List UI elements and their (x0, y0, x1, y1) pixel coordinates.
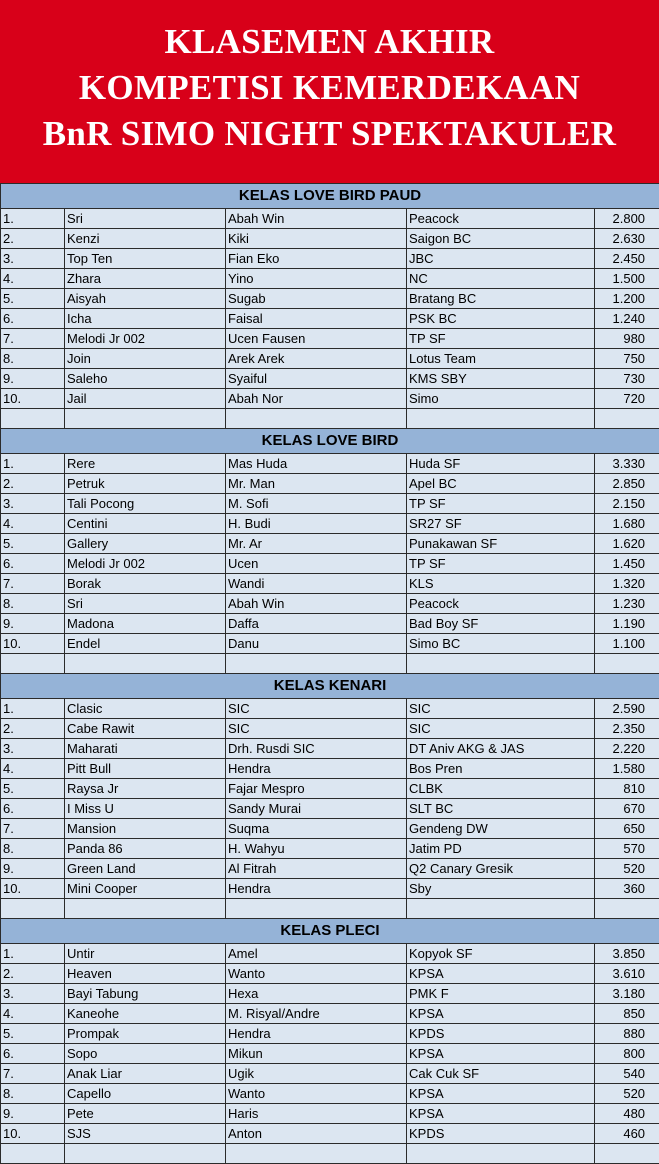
owner-cell: Hexa (226, 984, 407, 1004)
standings-row (1, 839, 659, 859)
rank-cell: 9. (1, 859, 65, 879)
bird-name-cell: Melodi Jr 002 (65, 554, 226, 574)
standings-row (1, 739, 659, 759)
empty-cell (595, 899, 659, 919)
rank-cell: 10. (1, 634, 65, 654)
points-cell: 540 (595, 1064, 659, 1084)
standings-row (1, 799, 659, 819)
points-cell: 360 (595, 879, 659, 899)
points-cell: 1.100 (595, 634, 659, 654)
points-cell: 1.450 (595, 554, 659, 574)
class-header-row (1, 919, 659, 944)
owner-cell: Faisal (226, 309, 407, 329)
empty-cell (1, 654, 65, 674)
rank-cell: 8. (1, 1084, 65, 1104)
team-cell: KPSA (407, 1084, 595, 1104)
team-cell: KLS (407, 574, 595, 594)
points-cell: 2.220 (595, 739, 659, 759)
rank-cell: 4. (1, 514, 65, 534)
owner-cell: Sugab (226, 289, 407, 309)
standings-row (1, 534, 659, 554)
team-cell: Lotus Team (407, 349, 595, 369)
empty-cell (1, 409, 65, 429)
empty-cell (407, 409, 595, 429)
team-cell: KPSA (407, 1044, 595, 1064)
rank-cell: 1. (1, 944, 65, 964)
rank-cell: 1. (1, 454, 65, 474)
standings-row (1, 984, 659, 1004)
owner-cell: Hendra (226, 759, 407, 779)
points-cell: 460 (595, 1124, 659, 1144)
standings-row (1, 474, 659, 494)
empty-cell (595, 409, 659, 429)
standings-row (1, 1084, 659, 1104)
bird-name-cell: Mini Cooper (65, 879, 226, 899)
points-cell: 3.850 (595, 944, 659, 964)
owner-cell: Anton (226, 1124, 407, 1144)
standings-row (1, 574, 659, 594)
points-cell: 1.320 (595, 574, 659, 594)
owner-cell: Hendra (226, 879, 407, 899)
standings-row (1, 819, 659, 839)
bird-name-cell: Clasic (65, 699, 226, 719)
team-cell: JBC (407, 249, 595, 269)
points-cell: 1.200 (595, 289, 659, 309)
team-cell: TP SF (407, 494, 595, 514)
team-cell: Jatim PD (407, 839, 595, 859)
bird-name-cell: Sri (65, 594, 226, 614)
owner-cell: Kiki (226, 229, 407, 249)
class-title: KELAS KENARI (1, 674, 659, 699)
team-cell: DT Aniv AKG & JAS (407, 739, 595, 759)
rank-cell: 2. (1, 474, 65, 494)
standings-row (1, 1124, 659, 1144)
title-line-2: KOMPETISI KEMERDEKAAN (0, 65, 659, 111)
standings-table (0, 183, 659, 1164)
points-cell: 1.230 (595, 594, 659, 614)
owner-cell: Hendra (226, 1024, 407, 1044)
bird-name-cell: Rere (65, 454, 226, 474)
owner-cell: H. Budi (226, 514, 407, 534)
empty-cell (65, 654, 226, 674)
rank-cell: 7. (1, 1064, 65, 1084)
team-cell: Cak Cuk SF (407, 1064, 595, 1084)
bird-name-cell: Pitt Bull (65, 759, 226, 779)
bird-name-cell: Bayi Tabung (65, 984, 226, 1004)
bird-name-cell: I Miss U (65, 799, 226, 819)
bird-name-cell: Mansion (65, 819, 226, 839)
points-cell: 1.580 (595, 759, 659, 779)
bird-name-cell: Centini (65, 514, 226, 534)
bird-name-cell: Prompak (65, 1024, 226, 1044)
standings-row (1, 249, 659, 269)
rank-cell: 8. (1, 594, 65, 614)
team-cell: Apel BC (407, 474, 595, 494)
team-cell: Saigon BC (407, 229, 595, 249)
rank-cell: 5. (1, 289, 65, 309)
owner-cell: Wanto (226, 964, 407, 984)
standings-row (1, 779, 659, 799)
bird-name-cell: Maharati (65, 739, 226, 759)
standings-row (1, 329, 659, 349)
empty-cell (65, 899, 226, 919)
owner-cell: Haris (226, 1104, 407, 1124)
owner-cell: Sandy Murai (226, 799, 407, 819)
team-cell: SLT BC (407, 799, 595, 819)
class-header-row (1, 674, 659, 699)
points-cell: 1.680 (595, 514, 659, 534)
empty-cell (65, 1144, 226, 1164)
team-cell: TP SF (407, 329, 595, 349)
owner-cell: Suqma (226, 819, 407, 839)
owner-cell: SIC (226, 719, 407, 739)
owner-cell: M. Risyal/Andre (226, 1004, 407, 1024)
rank-cell: 4. (1, 269, 65, 289)
points-cell: 670 (595, 799, 659, 819)
points-cell: 3.180 (595, 984, 659, 1004)
owner-cell: Syaiful (226, 369, 407, 389)
team-cell: Q2 Canary Gresik (407, 859, 595, 879)
class-title: KELAS LOVE BIRD PAUD (1, 184, 659, 209)
bird-name-cell: Kenzi (65, 229, 226, 249)
bird-name-cell: Petruk (65, 474, 226, 494)
bird-name-cell: Sopo (65, 1044, 226, 1064)
team-cell: KPDS (407, 1124, 595, 1144)
standings-row (1, 1104, 659, 1124)
empty-cell (595, 654, 659, 674)
rank-cell: 3. (1, 494, 65, 514)
standings-row (1, 514, 659, 534)
standings-row (1, 369, 659, 389)
points-cell: 810 (595, 779, 659, 799)
bird-name-cell: Panda 86 (65, 839, 226, 859)
standings-row (1, 309, 659, 329)
points-cell: 1.240 (595, 309, 659, 329)
empty-cell (226, 899, 407, 919)
rank-cell: 9. (1, 1104, 65, 1124)
standings-row (1, 614, 659, 634)
team-cell: Simo BC (407, 634, 595, 654)
team-cell: CLBK (407, 779, 595, 799)
standings-row (1, 719, 659, 739)
bird-name-cell: Icha (65, 309, 226, 329)
team-cell: Kopyok SF (407, 944, 595, 964)
owner-cell: SIC (226, 699, 407, 719)
bird-name-cell: Endel (65, 634, 226, 654)
standings-row (1, 1044, 659, 1064)
team-cell: KPDS (407, 1024, 595, 1044)
rank-cell: 6. (1, 554, 65, 574)
bird-name-cell: SJS (65, 1124, 226, 1144)
owner-cell: Mr. Ar (226, 534, 407, 554)
bird-name-cell: Pete (65, 1104, 226, 1124)
bird-name-cell: Capello (65, 1084, 226, 1104)
rank-cell: 8. (1, 839, 65, 859)
standings-row (1, 1024, 659, 1044)
bird-name-cell: Raysa Jr (65, 779, 226, 799)
bird-name-cell: Anak Liar (65, 1064, 226, 1084)
title-line-3: BnR SIMO NIGHT SPEKTAKULER (0, 111, 659, 157)
owner-cell: Mr. Man (226, 474, 407, 494)
points-cell: 980 (595, 329, 659, 349)
bird-name-cell: Aisyah (65, 289, 226, 309)
points-cell: 720 (595, 389, 659, 409)
team-cell: PMK F (407, 984, 595, 1004)
rank-cell: 10. (1, 879, 65, 899)
team-cell: Gendeng DW (407, 819, 595, 839)
standings-row (1, 964, 659, 984)
owner-cell: Abah Win (226, 594, 407, 614)
title-line-1: KLASEMEN AKHIR (0, 19, 659, 65)
bird-name-cell: Green Land (65, 859, 226, 879)
points-cell: 2.800 (595, 209, 659, 229)
points-cell: 1.190 (595, 614, 659, 634)
points-cell: 2.590 (595, 699, 659, 719)
team-cell: Huda SF (407, 454, 595, 474)
owner-cell: Abah Nor (226, 389, 407, 409)
standings-row (1, 944, 659, 964)
class-header-row (1, 429, 659, 454)
bird-name-cell: Top Ten (65, 249, 226, 269)
owner-cell: Wandi (226, 574, 407, 594)
class-title: KELAS LOVE BIRD (1, 429, 659, 454)
owner-cell: Yino (226, 269, 407, 289)
team-cell: PSK BC (407, 309, 595, 329)
owner-cell: Danu (226, 634, 407, 654)
empty-cell (226, 409, 407, 429)
rank-cell: 5. (1, 779, 65, 799)
bird-name-cell: Sri (65, 209, 226, 229)
rank-cell: 2. (1, 964, 65, 984)
owner-cell: Mikun (226, 1044, 407, 1064)
points-cell: 2.630 (595, 229, 659, 249)
team-cell: Punakawan SF (407, 534, 595, 554)
rank-cell: 5. (1, 534, 65, 554)
spacer-row (1, 654, 659, 674)
rank-cell: 6. (1, 1044, 65, 1064)
rank-cell: 6. (1, 309, 65, 329)
team-cell: Simo (407, 389, 595, 409)
standings-row (1, 859, 659, 879)
team-cell: Bratang BC (407, 289, 595, 309)
team-cell: Peacock (407, 594, 595, 614)
owner-cell: Ugik (226, 1064, 407, 1084)
empty-cell (407, 899, 595, 919)
spacer-row (1, 409, 659, 429)
empty-cell (1, 899, 65, 919)
bird-name-cell: Kaneohe (65, 1004, 226, 1024)
bird-name-cell: Join (65, 349, 226, 369)
bird-name-cell: Madona (65, 614, 226, 634)
points-cell: 480 (595, 1104, 659, 1124)
rank-cell: 8. (1, 349, 65, 369)
rank-cell: 7. (1, 819, 65, 839)
standings-row (1, 1004, 659, 1024)
team-cell: Sby (407, 879, 595, 899)
points-cell: 520 (595, 859, 659, 879)
rank-cell: 7. (1, 329, 65, 349)
spacer-row (1, 899, 659, 919)
standings-row (1, 699, 659, 719)
points-cell: 650 (595, 819, 659, 839)
standings-row (1, 634, 659, 654)
standings-row (1, 209, 659, 229)
spacer-row (1, 1144, 659, 1164)
team-cell: NC (407, 269, 595, 289)
rank-cell: 1. (1, 209, 65, 229)
rank-cell: 3. (1, 984, 65, 1004)
rank-cell: 2. (1, 719, 65, 739)
standings-row (1, 554, 659, 574)
empty-cell (65, 409, 226, 429)
standings-row (1, 1064, 659, 1084)
points-cell: 880 (595, 1024, 659, 1044)
empty-cell (226, 654, 407, 674)
bird-name-cell: Heaven (65, 964, 226, 984)
bird-name-cell: Jail (65, 389, 226, 409)
standings-row (1, 229, 659, 249)
standings-row (1, 389, 659, 409)
points-cell: 800 (595, 1044, 659, 1064)
owner-cell: Fian Eko (226, 249, 407, 269)
points-cell: 520 (595, 1084, 659, 1104)
empty-cell (407, 1144, 595, 1164)
points-cell: 2.150 (595, 494, 659, 514)
points-cell: 2.350 (595, 719, 659, 739)
standings-row (1, 289, 659, 309)
points-cell: 1.500 (595, 269, 659, 289)
team-cell: KPSA (407, 1104, 595, 1124)
owner-cell: Amel (226, 944, 407, 964)
points-cell: 1.620 (595, 534, 659, 554)
title-banner (0, 0, 659, 183)
bird-name-cell: Saleho (65, 369, 226, 389)
rank-cell: 1. (1, 699, 65, 719)
rank-cell: 10. (1, 1124, 65, 1144)
empty-cell (595, 1144, 659, 1164)
owner-cell: Al Fitrah (226, 859, 407, 879)
rank-cell: 9. (1, 614, 65, 634)
team-cell: KPSA (407, 964, 595, 984)
rank-cell: 2. (1, 229, 65, 249)
team-cell: KMS SBY (407, 369, 595, 389)
points-cell: 850 (595, 1004, 659, 1024)
points-cell: 570 (595, 839, 659, 859)
owner-cell: M. Sofi (226, 494, 407, 514)
standings-row (1, 454, 659, 474)
standings-row (1, 269, 659, 289)
owner-cell: Wanto (226, 1084, 407, 1104)
team-cell: Bos Pren (407, 759, 595, 779)
owner-cell: Daffa (226, 614, 407, 634)
rank-cell: 9. (1, 369, 65, 389)
bird-name-cell: Untir (65, 944, 226, 964)
owner-cell: Mas Huda (226, 454, 407, 474)
class-header-row (1, 184, 659, 209)
standings-row (1, 494, 659, 514)
rank-cell: 4. (1, 759, 65, 779)
rank-cell: 5. (1, 1024, 65, 1044)
team-cell: Peacock (407, 209, 595, 229)
rank-cell: 7. (1, 574, 65, 594)
points-cell: 3.330 (595, 454, 659, 474)
empty-cell (1, 1144, 65, 1164)
standings-row (1, 594, 659, 614)
points-cell: 750 (595, 349, 659, 369)
bird-name-cell: Tali Pocong (65, 494, 226, 514)
class-title: KELAS PLECI (1, 919, 659, 944)
team-cell: KPSA (407, 1004, 595, 1024)
rank-cell: 3. (1, 249, 65, 269)
team-cell: TP SF (407, 554, 595, 574)
owner-cell: H. Wahyu (226, 839, 407, 859)
owner-cell: Fajar Mespro (226, 779, 407, 799)
empty-cell (226, 1144, 407, 1164)
rank-cell: 4. (1, 1004, 65, 1024)
team-cell: SIC (407, 719, 595, 739)
bird-name-cell: Borak (65, 574, 226, 594)
bird-name-cell: Cabe Rawit (65, 719, 226, 739)
bird-name-cell: Melodi Jr 002 (65, 329, 226, 349)
rank-cell: 3. (1, 739, 65, 759)
standings-row (1, 759, 659, 779)
team-cell: Bad Boy SF (407, 614, 595, 634)
owner-cell: Ucen (226, 554, 407, 574)
owner-cell: Arek Arek (226, 349, 407, 369)
owner-cell: Abah Win (226, 209, 407, 229)
points-cell: 3.610 (595, 964, 659, 984)
rank-cell: 10. (1, 389, 65, 409)
team-cell: SR27 SF (407, 514, 595, 534)
owner-cell: Drh. Rusdi SIC (226, 739, 407, 759)
standings-row (1, 349, 659, 369)
points-cell: 730 (595, 369, 659, 389)
bird-name-cell: Zhara (65, 269, 226, 289)
standings-row (1, 879, 659, 899)
rank-cell: 6. (1, 799, 65, 819)
bird-name-cell: Gallery (65, 534, 226, 554)
team-cell: SIC (407, 699, 595, 719)
empty-cell (407, 654, 595, 674)
owner-cell: Ucen Fausen (226, 329, 407, 349)
points-cell: 2.850 (595, 474, 659, 494)
points-cell: 2.450 (595, 249, 659, 269)
